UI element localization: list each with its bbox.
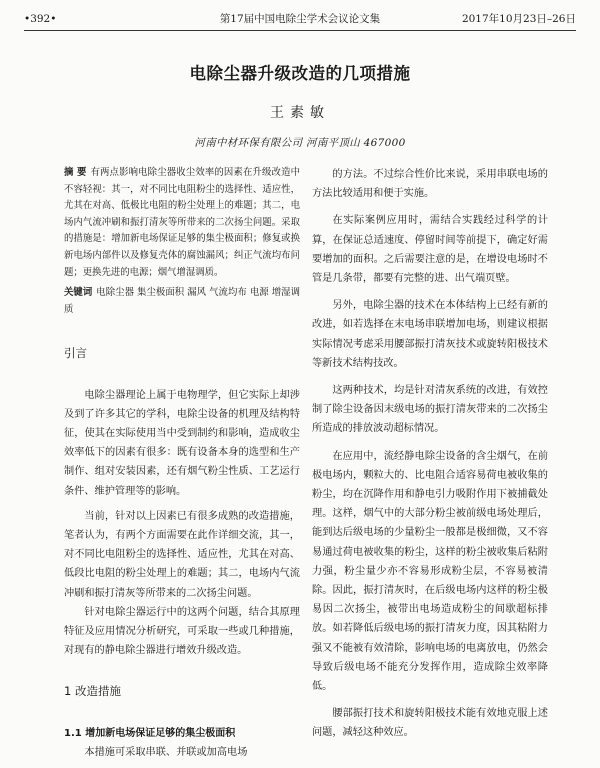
keywords-text: 电除尘器 集尘极面积 漏风 气流均布 电源 增湿调质 — [64, 287, 300, 315]
conference-name: 第17届中国电除尘学术会议论文集 — [219, 13, 381, 25]
page-number: •392• — [24, 13, 57, 25]
conference-date: 2017年10月23日–26日 — [461, 13, 576, 25]
right-paragraph-3: 另外，电除尘器的技术在本体结构上已经有新的改进，如若选择在末电场串联增加电场，则建议根据实际情况考虑采用腰部振打清灰技术或旋转阳极技术等新技术结构技改。 — [312, 300, 548, 369]
running-header — [24, 8, 576, 31]
intro-heading: 引言 — [64, 346, 87, 361]
paper-title: 电除尘器升级改造的几项措施 — [189, 64, 411, 83]
author-affiliation: 河南中材环保有限公司 河南平顶山 467000 — [194, 137, 406, 149]
keywords — [64, 285, 300, 318]
section-1-1-heading: 1.1 增加新电场保证足够的集尘极面积 — [64, 727, 236, 739]
intro-paragraph-3: 针对电除尘器运行中的这两个问题，结合其原理特征及应用情况分析研究，可采取一些或几种措施，对现有的静电除尘器进行增效升级改造。 — [64, 606, 300, 657]
right-paragraph-1: 的方法。不过综合性价比来说，采用串联电场的方法比较适用和便于实施。 — [312, 169, 548, 200]
abstract-label: 摘 要 — [64, 167, 87, 178]
keywords-label: 关键词 — [64, 287, 93, 299]
intro-paragraph-1: 电除尘器理论上属于电物理学，但它实际上却涉及到了许多其它的学科，电除尘设备的机理及结构特征，使其在实际使用当中受到制约和影响，造成收尘效率低下的因素有很多：既有设备本身的选型和生产制作、组对安装因素，还有烟气粉尘性质、工艺运行条件、维护管理等的影响。 — [64, 389, 300, 497]
right-paragraph-2: 在实际案例应用时，需结合实践经过科学的计算，在保证总适速度、停留时间等前提下，确定好需要增加的面积。之后需要注意的是，在增设电场时不管是几条带，都要有完整的进、出气端页壁。 — [312, 215, 548, 285]
right-paragraph-6: 腰部振打技术和旋转阳极技术能有效地克服上述问题，减轻这种效应。 — [312, 708, 548, 739]
section-1-1-paragraph: 本措施可采取串联、并联或加高电场 — [84, 746, 248, 758]
abstract — [64, 165, 300, 281]
section-1-heading: 1 改造措施 — [64, 684, 121, 699]
intro-paragraph-2: 当前，针对以上因素已有很多成熟的改造措施，笔者认为，有两个方面需要在此作详细交流，其一，对不同比电阻粉尘的选择性、适应性，尤其在对高、低段比电阻的粉尘处理上的难题；其二，电场内气流冲刷和振打清灰等所带来的二次扬尘问题。 — [64, 510, 300, 599]
right-paragraph-4: 这两种技术，均是针对清灰系统的改进，有效控制了除尘设备因末级电场的振打清灰带来的二次扬尘所造成的排放波动超标情况。 — [312, 385, 548, 435]
right-column — [312, 165, 548, 751]
abstract-text: 有两点影响电除尘器收尘效率的因素在升级改造中不容轻视：其一，对不同比电阻粉尘的选择性、适应性，尤其在对高、低极比电阻的粉尘处理上的难题；其二，电场内气流冲刷和振打清灰等所带来的二次扬尘问题。采取的措施是：增加新电场保证足够的集尘极面积；修复或换新电场内部件以及修复壳体的腐蚀漏风；纠正气流均布问题；更换先进的电源；烟气增湿调质。 — [64, 167, 300, 278]
author-name: 王素敏 — [270, 105, 330, 121]
right-paragraph-5: 在应用中，流经静电除尘设备的含尘烟气，在前极电场内，颗粒大的、比电阻合适容易荷电被收集的粉尘，均在沉降作用和静电引力吸附作用下被捕截处理。这样，烟气中的大部分粉尘被前级电场处理后，能到达后级电场的少量粉尘一般都是极细微，又不容易通过荷电被收集的粉尘，这样的粉尘被收集后粘附力强，粉尘量少亦不容易形成粉尘层，不容易被清除。因此，振打清灰时，在后级电场内这样的粉尘极易因二次扬尘，被带出电场造成粉尘的间歇超标排放。如若降低后级电场的振打清灰力度，因其粘附力强又不能被有效清除，影响电场的电离放电，仍然会导致后级电场不能充分发挥作用，造成除尘效率降低。 — [312, 450, 548, 693]
left-column — [64, 165, 300, 768]
